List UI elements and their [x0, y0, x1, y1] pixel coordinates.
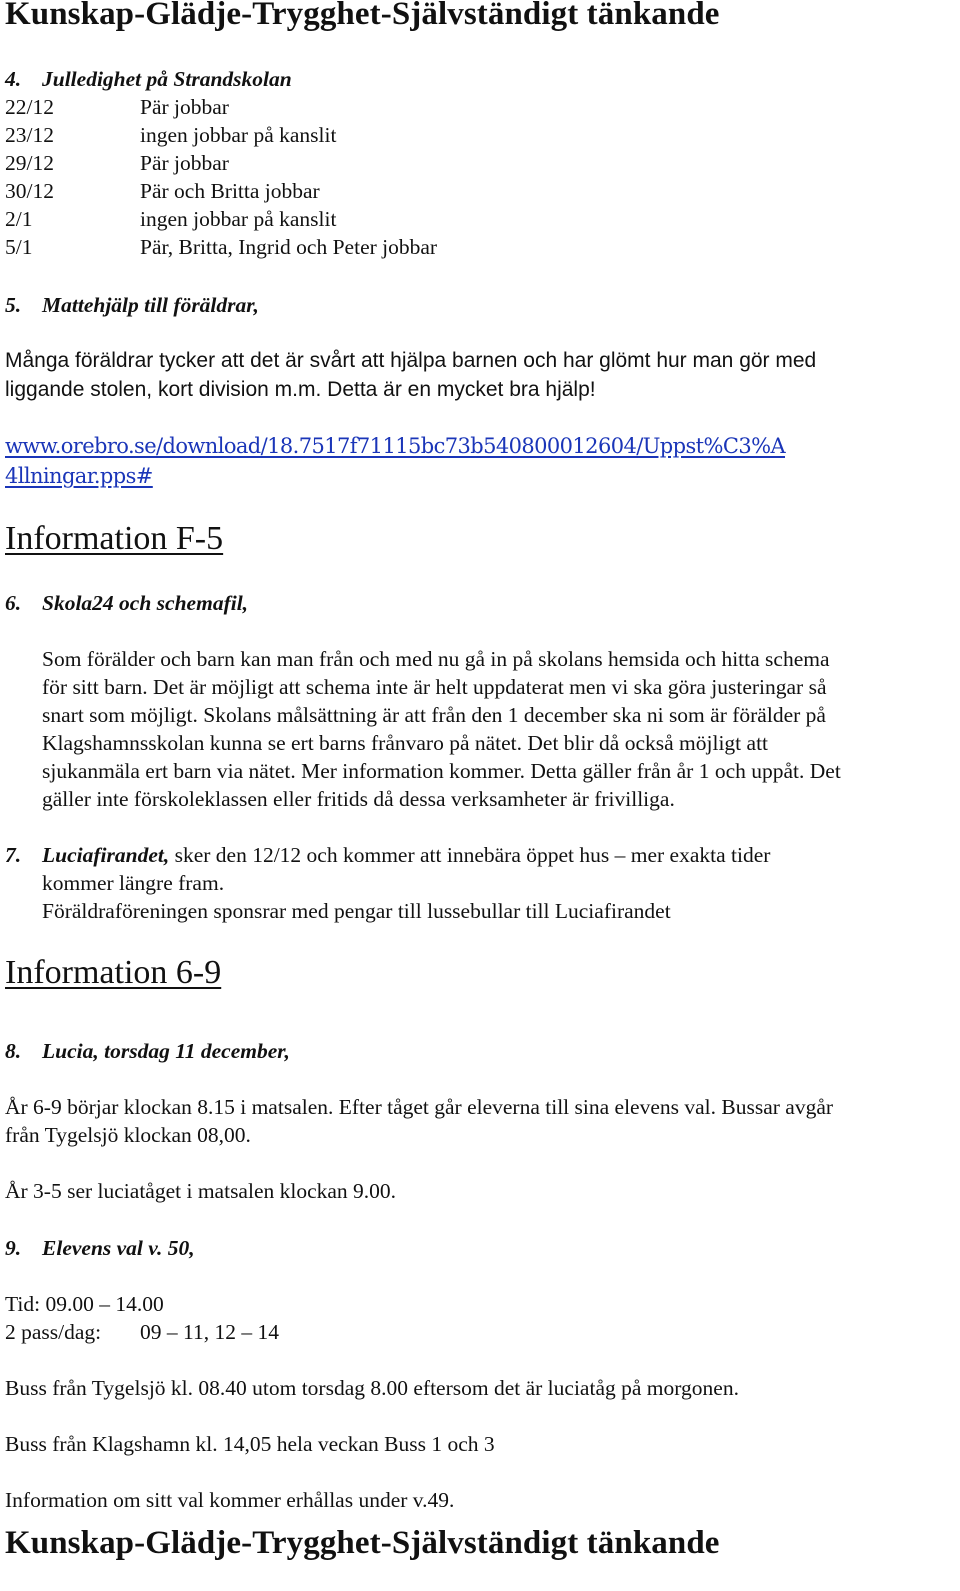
motto-header: Kunskap-Glädje-Trygghet-Självständigt tänkande	[5, 0, 720, 32]
schedule-date: 30/12	[5, 179, 54, 203]
paragraph-line: sjukanmäla ert barn via nätet. Mer information kommer. Detta gäller från år 1 och uppåt. Det	[42, 759, 841, 783]
section-5-number: 5.	[5, 293, 22, 317]
schedule-date: 5/1	[5, 235, 33, 259]
bus-line: Buss från Tygelsjö kl. 08.40 utom torsdag 8.00 eftersom det är luciatåg på morgonen.	[5, 1376, 739, 1400]
schedule-date: 2/1	[5, 207, 33, 231]
paragraph-line: snart som möjligt. Skolans målsättning är att från den 1 december ska ni som är förälder på	[42, 703, 826, 727]
paragraph-line: Många föräldrar tycker att det är svårt att hjälpa barnen och har glömt hur man gör med	[5, 349, 817, 372]
motto-footer: Kunskap-Glädje-Trygghet-Självständigt tänkande	[5, 1525, 720, 1561]
section-4-heading	[5, 67, 292, 92]
paragraph-line: År 6-9 börjar klockan 8.15 i matsalen. Efter tåget går eleverna till sina elevens val. Bussar avgår	[5, 1095, 834, 1119]
schedule-text: Pär jobbar	[140, 95, 229, 119]
schedule-date: 29/12	[5, 151, 54, 175]
info-line: Information om sitt val kommer erhållas under v.49.	[5, 1488, 455, 1512]
section-7-title: Luciafirandet,	[42, 843, 170, 867]
schedule-text: Pär, Britta, Ingrid och Peter jobbar	[140, 235, 438, 259]
schedule-row	[5, 179, 320, 204]
schedule-row	[5, 95, 229, 120]
schedule-row	[5, 207, 336, 232]
section-6-heading	[5, 591, 248, 616]
section-8-number: 8.	[5, 1039, 22, 1063]
paragraph-line: År 3-5 ser luciatåget i matsalen klockan 9.00.	[5, 1179, 397, 1203]
paragraph-line: liggande stolen, kort division m.m. Detta är en mycket bra hjälp!	[5, 378, 596, 401]
schedule-text: ingen jobbar på kanslit	[140, 207, 337, 231]
schedule-row	[5, 123, 336, 148]
paragraph-line: Som förälder och barn kan man från och med nu gå in på skolans hemsida och hitta schema	[42, 647, 830, 671]
paragraph-line: för sitt barn. Det är möjligt att schema inte är helt uppdaterat men vi ska göra justeringar så	[42, 675, 827, 699]
pass-line	[5, 1320, 279, 1345]
section-5-title: Mattehjälp till föräldrar,	[42, 293, 259, 317]
schedule-date: 23/12	[5, 123, 54, 147]
schedule-date: 22/12	[5, 95, 54, 119]
pass-label: 2 pass/dag:	[5, 1320, 102, 1344]
info-f5-heading: Information F-5	[5, 520, 224, 557]
section-8-heading	[5, 1039, 290, 1064]
section-4-title: Julledighet på Strandskolan	[42, 67, 292, 91]
paragraph-line: gäller inte förskoleklassen eller fritids då dessa verksamheter är frivilliga.	[42, 787, 675, 811]
section-8-title: Lucia, torsdag 11 december,	[42, 1039, 290, 1063]
schedule-text: ingen jobbar på kanslit	[140, 123, 337, 147]
section-9-title: Elevens val v. 50,	[42, 1236, 195, 1260]
section-4-number: 4.	[5, 67, 22, 91]
paragraph-line: kommer längre fram.	[42, 871, 225, 895]
schedule-text: Pär jobbar	[140, 151, 229, 175]
schedule-row	[5, 235, 437, 260]
section-9-number: 9.	[5, 1236, 22, 1260]
section-6-number: 6.	[5, 591, 22, 615]
section-7-line	[5, 843, 770, 868]
download-link-continued[interactable]: 4llningar.pps#	[5, 464, 153, 488]
section-9-heading	[5, 1236, 195, 1261]
paragraph-line: Föräldraföreningen sponsrar med pengar till lussebullar till Luciafirandet	[42, 899, 671, 923]
section-5-heading	[5, 293, 259, 318]
schedule-text: Pär och Britta jobbar	[140, 179, 320, 203]
section-6-title: Skola24 och schemafil,	[42, 591, 249, 615]
section-7-number: 7.	[5, 843, 22, 867]
bus-line: Buss från Klagshamn kl. 14,05 hela veckan Buss 1 och 3	[5, 1432, 495, 1456]
pass-value: 09 – 11, 12 – 14	[140, 1320, 279, 1344]
download-link[interactable]: www.orebro.se/download/18.7517f71115bc73b540800012604/Uppst%C3%A	[5, 434, 786, 458]
time-line: Tid: 09.00 – 14.00	[5, 1292, 164, 1316]
schedule-row	[5, 151, 229, 176]
info-69-heading: Information 6-9	[5, 954, 222, 991]
paragraph-line: från Tygelsjö klockan 08,00.	[5, 1123, 251, 1147]
paragraph-line: Klagshamnsskolan kunna se ert barns frånvaro på nätet. Det blir då också möjligt att	[42, 731, 769, 755]
section-7-text: sker den 12/12 och kommer att innebära öppet hus – mer exakta tider	[169, 843, 771, 867]
